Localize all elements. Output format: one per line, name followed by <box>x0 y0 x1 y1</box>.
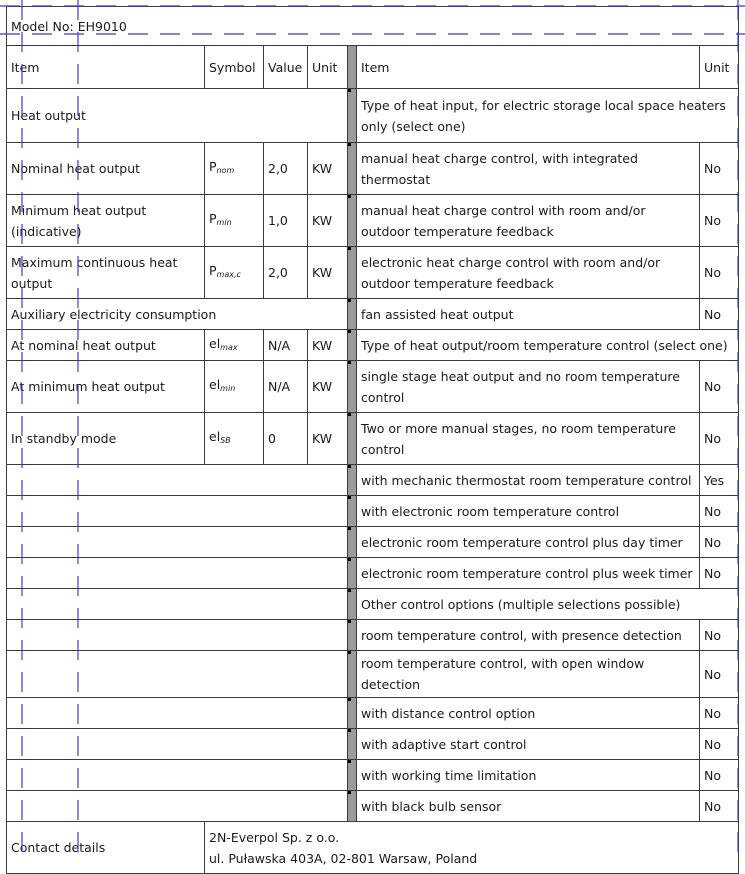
separator <box>348 195 357 247</box>
separator <box>348 698 357 729</box>
param-symbol <box>205 361 264 413</box>
param-unit: KW <box>308 143 348 195</box>
empty-cell <box>7 496 348 527</box>
contact-value <box>205 822 739 874</box>
option-label: room temperature control, with presence detection <box>357 620 700 651</box>
option-value: No <box>700 413 739 465</box>
table-row <box>7 729 739 760</box>
param-unit: KW <box>308 330 348 361</box>
separator <box>348 589 357 620</box>
empty-cell <box>7 620 348 651</box>
spec-table <box>6 6 739 874</box>
param-value: 2,0 <box>264 143 308 195</box>
table-row <box>7 589 739 620</box>
separator <box>348 361 357 413</box>
model-value: EH9010 <box>77 18 127 34</box>
param-symbol <box>205 247 264 299</box>
empty-cell <box>7 760 348 791</box>
param-symbol <box>205 330 264 361</box>
separator <box>348 46 357 89</box>
param-value: 0 <box>264 413 308 465</box>
symbol-main: el <box>209 335 221 351</box>
product-information-sheet <box>6 6 738 874</box>
separator <box>348 651 357 698</box>
option-value: Yes <box>700 465 739 496</box>
option-value: No <box>700 195 739 247</box>
option-label: with mechanic thermostat room temperature control <box>357 465 700 496</box>
symbol-subscript: max <box>220 342 238 352</box>
table-row <box>7 143 739 195</box>
heat-input-heading: Type of heat input, for electric storage local space heaters only (select one) <box>357 89 739 143</box>
table-row <box>7 89 739 143</box>
option-value: No <box>700 729 739 760</box>
separator <box>348 413 357 465</box>
option-label: with working time limitation <box>357 760 700 791</box>
option-label: with electronic room temperature control <box>357 496 700 527</box>
separator <box>348 143 357 195</box>
table-row <box>7 299 739 330</box>
param-name: In standby mode <box>7 413 205 465</box>
param-name: Minimum heat output (indicative) <box>7 195 205 247</box>
param-symbol <box>205 195 264 247</box>
param-unit: KW <box>308 195 348 247</box>
empty-cell <box>7 589 348 620</box>
header-symbol: Symbol <box>205 46 264 89</box>
param-value: 1,0 <box>264 195 308 247</box>
table-row <box>7 361 739 413</box>
table-row <box>7 330 739 361</box>
contact-company: 2N-Everpol Sp. z o.o. <box>209 829 340 845</box>
header-right-unit: Unit <box>700 46 739 89</box>
option-value: No <box>700 361 739 413</box>
separator <box>348 89 357 143</box>
symbol-subscript: nom <box>216 166 235 175</box>
symbol-subscript: min <box>216 218 232 227</box>
symbol-main: P <box>209 211 217 226</box>
option-value: No <box>700 791 739 822</box>
option-value: No <box>700 496 739 527</box>
option-label: manual heat charge control with room and/or outdoor temperature feedback <box>357 195 700 247</box>
option-value: No <box>700 698 739 729</box>
param-name: At nominal heat output <box>7 330 205 361</box>
header-unit: Unit <box>308 46 348 89</box>
symbol-subscript: min <box>220 384 236 393</box>
separator <box>348 527 357 558</box>
param-value: N/A <box>264 330 308 361</box>
table-row <box>7 527 739 558</box>
param-symbol <box>205 413 264 465</box>
separator <box>348 330 357 361</box>
model-label: Model No: <box>11 18 74 34</box>
empty-cell <box>7 527 348 558</box>
model-row <box>7 7 739 46</box>
empty-cell <box>7 698 348 729</box>
symbol-main: P <box>209 263 217 278</box>
option-value: No <box>700 620 739 651</box>
param-unit: KW <box>308 413 348 465</box>
symbol-subscript: max,c <box>216 270 241 279</box>
separator <box>348 299 357 330</box>
table-row <box>7 496 739 527</box>
table-row <box>7 247 739 299</box>
empty-cell <box>7 465 348 496</box>
control-heading: Type of heat output/room temperature control (select one) <box>357 330 739 361</box>
symbol-main: el <box>209 429 221 444</box>
option-value: No <box>700 143 739 195</box>
separator <box>348 729 357 760</box>
model-number <box>7 7 739 46</box>
option-value: No <box>700 558 739 589</box>
separator <box>348 791 357 822</box>
separator <box>348 760 357 791</box>
header-row <box>7 46 739 89</box>
option-label: with black bulb sensor <box>357 791 700 822</box>
separator <box>348 465 357 496</box>
option-value: No <box>700 299 739 330</box>
option-value: No <box>700 247 739 299</box>
option-label: electronic heat charge control with room and/or outdoor temperature feedback <box>357 247 700 299</box>
empty-cell <box>7 558 348 589</box>
option-label: electronic room temperature control plus day timer <box>357 527 700 558</box>
header-right-item: Item <box>357 46 700 89</box>
separator <box>348 496 357 527</box>
symbol-main: el <box>209 377 221 392</box>
table-row <box>7 195 739 247</box>
symbol-subscript: SB <box>220 436 231 445</box>
header-value: Value <box>264 46 308 89</box>
separator <box>348 620 357 651</box>
param-value: 2,0 <box>264 247 308 299</box>
empty-cell <box>7 791 348 822</box>
contact-label: Contact details <box>7 822 205 874</box>
param-unit: KW <box>308 361 348 413</box>
separator <box>348 247 357 299</box>
option-label: electronic room temperature control plus week timer <box>357 558 700 589</box>
param-unit: KW <box>308 247 348 299</box>
option-value: No <box>700 651 739 698</box>
option-value: No <box>700 527 739 558</box>
table-row <box>7 558 739 589</box>
table-row <box>7 413 739 465</box>
table-row <box>7 760 739 791</box>
separator <box>348 558 357 589</box>
symbol-main: P <box>209 159 217 174</box>
param-name: Maximum continuous heat output <box>7 247 205 299</box>
aux-heading: Auxiliary electricity consumption <box>7 299 348 330</box>
table-row <box>7 698 739 729</box>
option-label: Two or more manual stages, no room temperature control <box>357 413 700 465</box>
contact-row <box>7 822 739 874</box>
contact-address: ul. Puławska 403A, 02-801 Warsaw, Poland <box>209 850 478 866</box>
heat-output-heading: Heat output <box>7 89 348 143</box>
param-value: N/A <box>264 361 308 413</box>
option-label: with distance control option <box>357 698 700 729</box>
empty-cell <box>7 729 348 760</box>
option-label: manual heat charge control, with integrated thermostat <box>357 143 700 195</box>
option-label: with adaptive start control <box>357 729 700 760</box>
table-row <box>7 465 739 496</box>
param-symbol <box>205 143 264 195</box>
other-heading: Other control options (multiple selections possible) <box>357 589 739 620</box>
table-row <box>7 791 739 822</box>
option-label: room temperature control, with open window detection <box>357 651 700 698</box>
header-item: Item <box>7 46 205 89</box>
empty-cell <box>7 651 348 698</box>
param-name: At minimum heat output <box>7 361 205 413</box>
option-label: fan assisted heat output <box>357 299 700 330</box>
option-value: No <box>700 760 739 791</box>
option-label: single stage heat output and no room temperature control <box>357 361 700 413</box>
param-name: Nominal heat output <box>7 143 205 195</box>
table-row <box>7 651 739 698</box>
table-row <box>7 620 739 651</box>
